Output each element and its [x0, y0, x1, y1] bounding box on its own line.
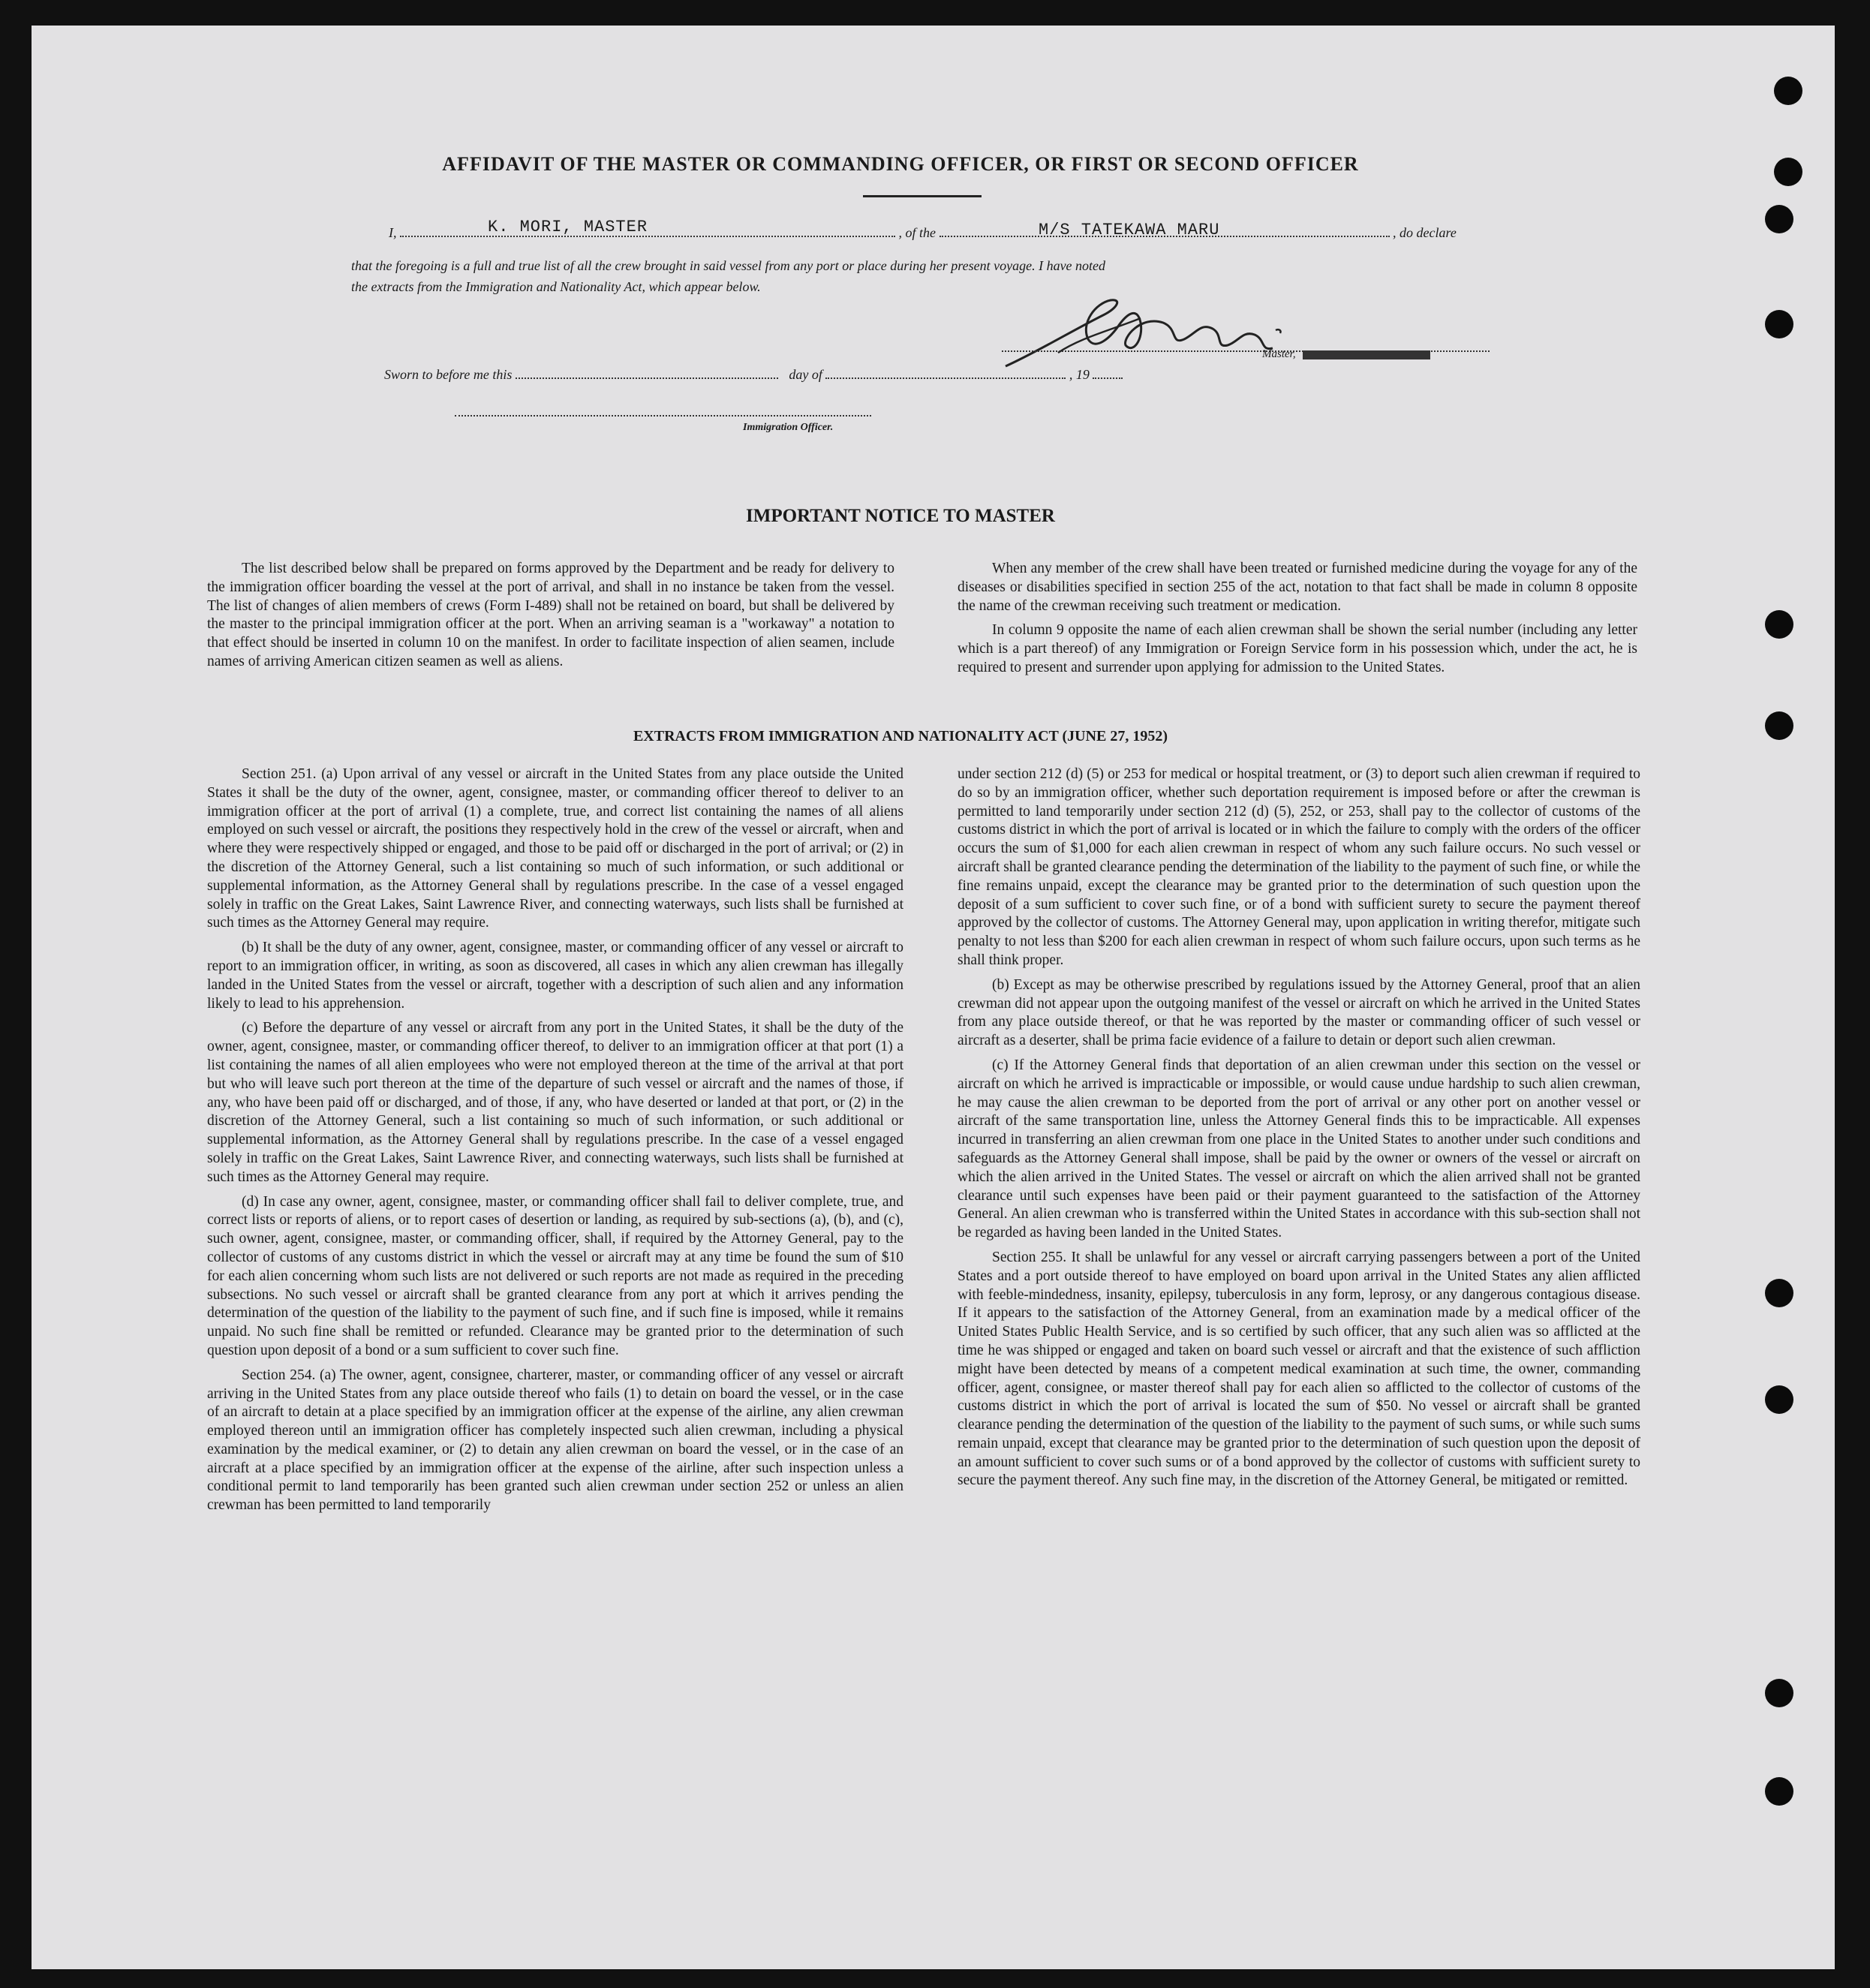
officer-signature-line [455, 407, 871, 420]
extracts-right-column [958, 765, 1640, 1496]
notice-right-paragraph-2: In column 9 opposite the name of each alien crewman shall be shown the serial number (including any letter which is a part thereof) of any Immigration or Foreign Service form in his possession which, under the act, he is required to present and surrender upon applying for admission to the United States. [958, 622, 1637, 675]
notice-right-paragraph-1: When any member of the crew shall have been treated or furnished medicine during the voyage for any of the diseases or disabilities specified in section 255 of the act, notation to that fact shall be made in column 8 opposite the name of the crewman receiving such treatment or medication. [958, 561, 1637, 614]
binder-hole [1765, 711, 1793, 740]
section-254-b: (b) Except as may be otherwise prescribed by regulations issued by the Attorney General, proof that an alien crewman did not appear upon the outgoing manifest of the vessel or aircraft on which he arrived in the United States from any place outside thereof, or that he was reported by the master or commanding officer of such vessel or aircraft as a deserter, shall be prima facie evidence of a failure to detain or deport such alien crewman. [958, 976, 1640, 1049]
notice-left-paragraph: The list described below shall be prepared on forms approved by the Department and be ready for delivery to the immigration officer boarding the vessel at the port of arrival, and shall in no instance be taken from the vessel. The list of changes of alien members of crews (Form I-489) shall not be retained on board, but shall be delivered by the master to the principal immigration officer at the port. When an arriving seaman is a "workaway" a notation to that effect should be inserted in column 10 on the manifest. In order to facilitate inspection of alien seamen, include names of arriving American citizen seamen as well as aliens. [207, 561, 894, 669]
section-254-a: Section 254. (a) The owner, agent, consignee, charterer, master, or commanding officer of any vessel or aircraft arriving in the United States from any place outside thereof who fails (1) to detain on board the vessel, or in the case of an aircraft to detain at a place specified by an immigration officer at the expense of the airline, any alien crewman employed thereon until an immigration officer has completely inspected such alien crewman, including a physical examination by the medical examiner, or (2) to detain any alien crewman on board the vessel, or in the case of an aircraft at a place specified by an immigration officer at the expense of the airline, after such inspection unless a conditional permit to land temporarily has been granted such alien crewman under section 252 or unless an alien crewman has been permitted to land temporarily [207, 1367, 903, 1514]
section-251-a: Section 251. (a) Upon arrival of any vessel or aircraft in the United States from any place outside the United States it shall be the duty of the owner, agent, consignee, master, or commanding officer thereof to deliver to an immigration officer at the port of arrival (1) a complete, true, and correct list containing the names of all aliens employed on such vessel or aircraft, the positions they respectively hold in the crew of the vessel or aircraft, when and where they were respectively shipped or engaged, and those to be paid off or discharged in the port of arrival; or (2) in the discretion of the Attorney General, such a list containing so much of such information, or such additional or supplemental information, as the Attorney General shall by regulations prescribe. In the case of a vessel engaged solely in traffic on the Great Lakes, Saint Lawrence River, and connecting waterways, such lists shall be furnished at such times as the Attorney General may require. [207, 766, 903, 931]
sworn-day-line [516, 377, 778, 379]
sworn-row [384, 367, 1123, 383]
section-251-c: (c) Before the departure of any vessel or aircraft from any port in the United States, it shall be the duty of the owner, agent, consignee, master, or commanding officer thereof, to deliver to an immigration officer at that port (1) a list containing the names of all alien employees who were not employed thereon at the time of the arrival at that port but who will leave such port thereon at the time of the departure of such vessel or aircraft and the names of those, if any, who have been paid off or discharged, and of those, if any, who have deserted or landed at that port, or (2) in the discretion of the Attorney General, such a list containing so much of such information, or such additional or supplemental information, as the Attorney General shall by regulations prescribe. In the case of a vessel engaged solely in traffic on the Great Lakes, Saint Lawrence River, and connecting waterways, such lists shall be furnished at such times as the Attorney General may require. [207, 1020, 903, 1185]
binder-hole [1774, 158, 1802, 186]
day-of-label: day of [789, 367, 822, 382]
sworn-month-line [825, 377, 1066, 379]
affidavit-title: AFFIDAVIT OF THE MASTER OR COMMANDING OFFICER, OR FIRST OR SECOND OFFICER [442, 153, 1359, 175]
section-254-a-cont: under section 212 (d) (5) or 253 for medical or hospital treatment, or (3) to deport such alien crewman if required to do so by an immigration officer, whether such deportation requirement is imposed before or after the crewman is permitted to land temporarily under section 212 (d) (5), 252, or 253, shall pay to the collector of customs of the customs district in which the port of arrival is located or in which the failure to comply with the orders of the officer occurs the sum of $1,000 for each alien crewman in respect of whom any such failure occurs. No such vessel or aircraft shall be granted clearance pending the determination of the liability to the payment of such fine, or while the fine remains unpaid, except the clearance may be granted prior to the determination of such question upon the deposit of a sum sufficient to cover such fine, or of a bond with sufficient surety to secure the payment thereof approved by the collector of customs. The Attorney General may, upon application in writing therefor, mitigate such penalty to not less than $200 for each alien crewman in respect of whom such failure occurs, upon such terms as he shall think proper. [958, 766, 1640, 968]
extracts-left-column [207, 765, 903, 1521]
master-name-value: K. MORI, MASTER [488, 218, 648, 236]
title-rule [863, 195, 982, 197]
binder-hole [1765, 1385, 1793, 1414]
do-declare-label: , do declare [1393, 225, 1457, 240]
officer-caption: Immigration Officer. [743, 422, 834, 433]
binder-hole [1765, 310, 1793, 338]
vessel-name-value: M/S TATEKAWA MARU [1039, 221, 1220, 239]
section-255: Section 255. It shall be unlawful for any vessel or aircraft carrying passengers between a port of the United States and a port outside thereof to have employed on board upon arrival in the United States any alien afflicted with feeble-mindedness, insanity, epilepsy, tuberculosis in any form, leprosy, or any dangerous contagious disease. If it appears to the satisfaction of the Attorney General, from an examination made by a medical officer of the United States Public Health Service, and is so certified by such officer, that any such alien was so afflicted at the time he was shipped or engaged and taken on board such vessel or aircraft and that the existence of such affliction might have been detected by means of a competent medical examination at such time, the owner, commanding officer, agent, consignee, or master thereof shall pay for each alien so afflicted to the collector of customs of the customs district in which the port of arrival is located the sum of $50. No vessel or aircraft shall be granted clearance pending the determination of the question of the liability to the payment of such sums, or while such sums remain unpaid, except that clearance may be granted prior to the determination of such question upon the deposit of an amount sufficient to cover such sums or of a bond approved by the collector of customs with sufficient surety to secure the payment thereof. Any such fine may, in the discretion of the Attorney General, be mitigated or remitted. [958, 1249, 1640, 1489]
binder-hole [1774, 77, 1802, 105]
binder-hole [1765, 1279, 1793, 1307]
binder-hole [1765, 205, 1793, 233]
master-caption: Master, [1262, 348, 1430, 361]
i-label: I, [389, 225, 397, 240]
notice-left-text [207, 560, 894, 678]
year-label: , 19 [1069, 367, 1090, 382]
struck-out-text [1303, 350, 1430, 359]
sworn-label: Sworn to before me this [384, 367, 513, 382]
section-251-d: (d) In case any owner, agent, consignee, master, or commanding officer shall fail to deliver complete, true, and correct lists or reports of aliens, or to report cases of desertion or landing, as required by sub-sections (a), (b), and (c), such owner, agent, consignee, master, or commanding officer, shall, if required by the Attorney General, pay to the collector of customs of any customs district in which the vessel or aircraft may at any time be found the sum of $10 for each alien concerning whom such lists are not delivered or such reports are not made as required in the preceding subsections. No such vessel or aircraft shall be granted clearance from any port at which it arrives pending the determination of the question of the liability to the payment of such fine, and if such fine is imposed, while it remains unpaid. No such fine shall be remitted or refunded. Clearance may be granted prior to the determination of such question upon deposit of a bond or a sum sufficient to cover such fine. [207, 1193, 903, 1358]
master-signature [991, 285, 1411, 375]
section-251-b: (b) It shall be the duty of any owner, agent, consignee, master, or commanding officer of any vessel or aircraft to report to an immigration officer, in writing, as soon as discovered, all cases in which any alien crewman has illegally landed in the United States from the vessel or aircraft, together with a description of such alien and any information likely to lead to his apprehension. [207, 940, 903, 1012]
binder-hole [1765, 1777, 1793, 1806]
declaration-text-1: that the foregoing is a full and true list of all the crew brought in said vessel from any port or place during her present voyage. I have noted [351, 258, 1106, 273]
declaration-text-2: the extracts from the Immigration and Nationality Act, which appear below. [351, 279, 761, 294]
notice-title: IMPORTANT NOTICE TO MASTER [746, 506, 1055, 526]
binder-hole [1765, 610, 1793, 639]
binder-hole [1765, 1679, 1793, 1707]
of-the-label: , of the [898, 225, 936, 240]
section-254-c: (c) If the Attorney General finds that deportation of an alien crewman under this section on the vessel or aircraft on which he arrived is impracticable or impossible, or would cause undue hardship to such alien crewman, he may cause the alien crewman to be deported from the port of arrival or any other port on another vessel or aircraft of the same transportation line, unless the Attorney General finds this to be impracticable. All expenses incurred in transferring an alien crewman from one place in the United States to another under such conditions and safeguards as the Attorney General shall impose, shall be paid by the owner or owners of the vessel or aircraft on which the alien arrived in the United States. The vessel or aircraft on which the alien arrived shall not be granted clearance until such expenses have been paid or their payment guaranteed to the satisfaction of the Attorney General. An alien crewman who is transferred within the United States in accordance with this sub-section shall not be regarded as having been landed in the United States. [958, 1057, 1640, 1241]
sworn-year-line [1093, 377, 1123, 379]
extracts-title: EXTRACTS FROM IMMIGRATION AND NATIONALITY ACT (JUNE 27, 1952) [633, 728, 1168, 744]
notice-right-text [958, 560, 1637, 684]
